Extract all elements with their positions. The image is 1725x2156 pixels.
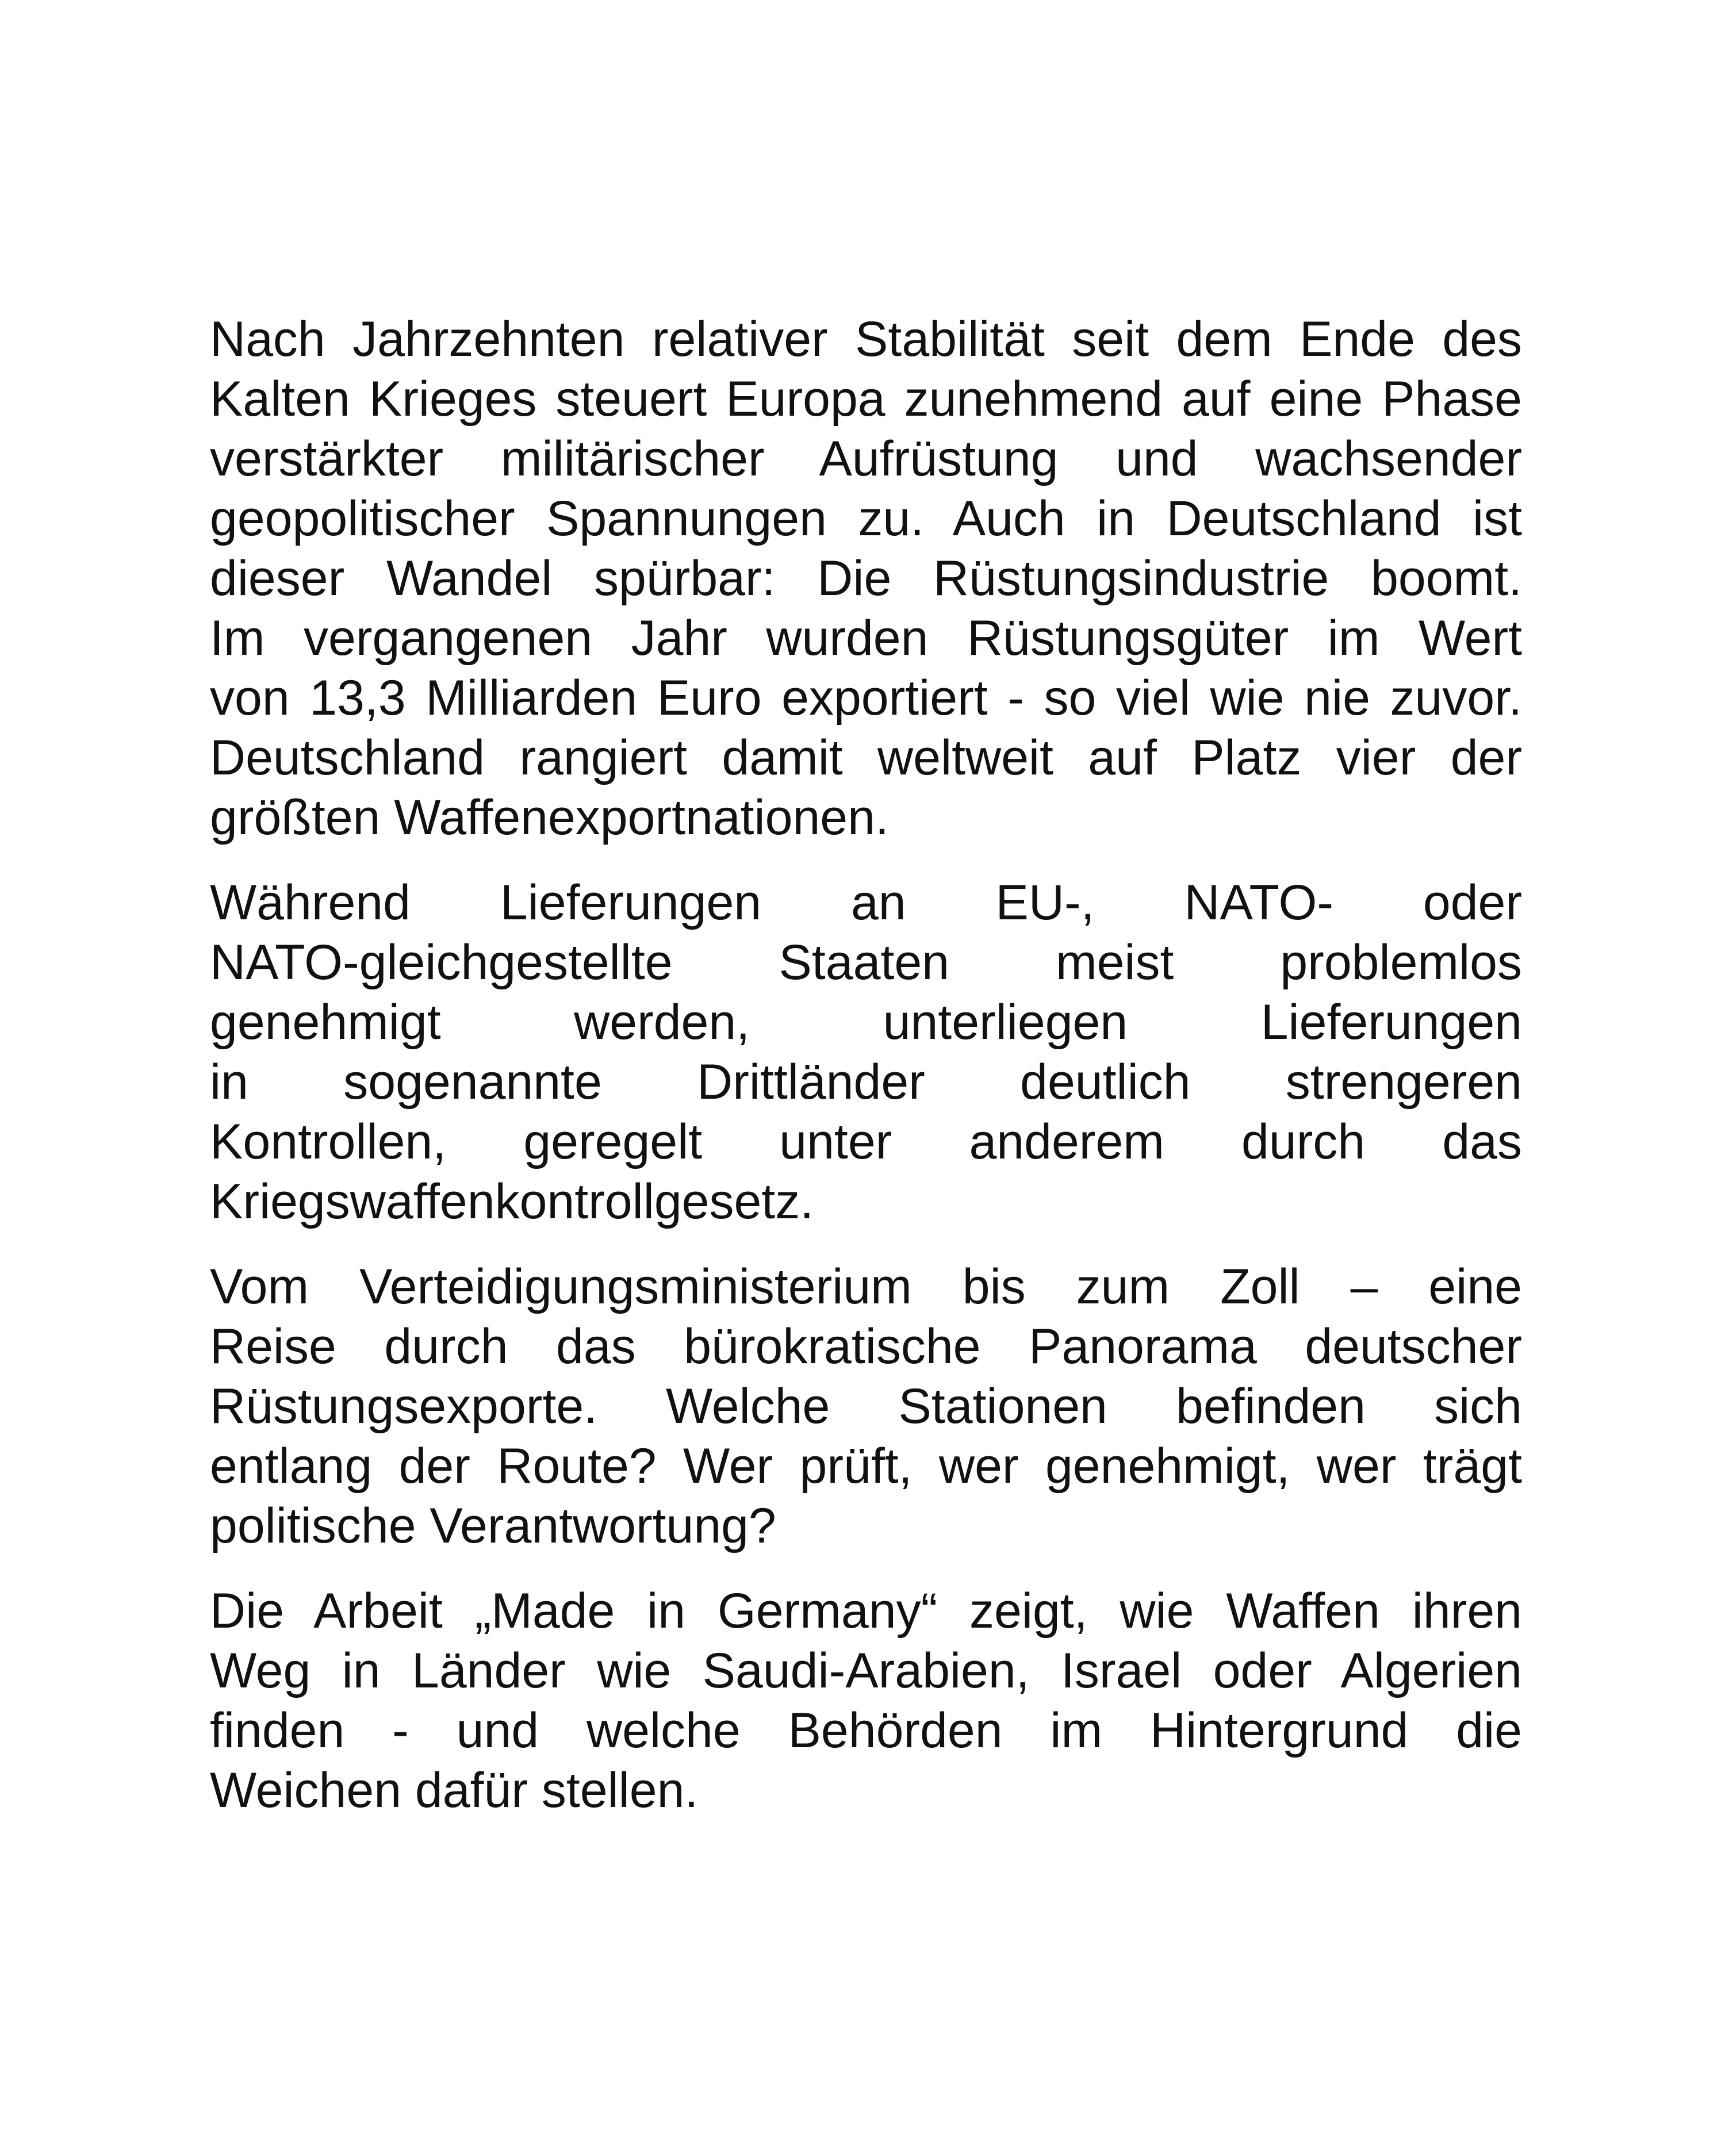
text-line: Während Lieferungen an EU-, NATO- oder <box>210 875 1522 930</box>
text-line: Deutschland rangiert damit weltweit auf Platz vier der <box>210 730 1522 785</box>
text-line: Kalten Krieges steuert Europa zunehmend auf eine Phase <box>210 371 1522 427</box>
text-line: Weg in Länder wie Saudi-Arabien, Israel oder Algerien <box>210 1643 1522 1698</box>
text-line: Im vergangenen Jahr wurden Rüstungsgüter im Wert <box>210 611 1522 666</box>
text-line: geopolitischer Spannungen zu. Auch in Deutschland ist <box>210 491 1522 546</box>
text-line: Rüstungsexporte. Welche Stationen befinden sich <box>210 1379 1522 1434</box>
text-line: finden - und welche Behörden im Hintergrund die <box>210 1703 1522 1758</box>
text-line: Kontrollen, geregelt unter anderem durch das <box>210 1114 1522 1169</box>
text-line: größten Waffenexportnationen. <box>210 790 889 845</box>
text-line: genehmigt werden, unterliegen Lieferungen <box>210 995 1522 1050</box>
text-line: NATO-gleichgestellte Staaten meist problemlos <box>210 935 1522 990</box>
text-line: politische Verantwortung? <box>210 1498 776 1553</box>
article-text <box>210 309 1522 1820</box>
text-line: Vom Verteidigungsministerium bis zum Zoll – eine <box>210 1259 1522 1314</box>
text-line: Die Arbeit „Made in Germany“ zeigt, wie Waffen ihren <box>210 1583 1522 1639</box>
text-line: Nach Jahrzehnten relativer Stabilität seit dem Ende des <box>210 312 1522 367</box>
text-line: Weichen dafür stellen. <box>210 1763 699 1818</box>
text-line: dieser Wandel spürbar: Die Rüstungsindustrie boomt. <box>210 551 1522 606</box>
paragraph-3 <box>210 1257 1522 1556</box>
text-line: in sogenannte Drittländer deutlich strengeren <box>210 1054 1522 1110</box>
text-line: verstärkter militärischer Aufrüstung und wachsender <box>210 431 1522 486</box>
text-line: Reise durch das bürokratische Panorama deutscher <box>210 1319 1522 1374</box>
paragraph-2 <box>210 873 1522 1232</box>
text-line: entlang der Route? Wer prüft, wer genehmigt, wer trägt <box>210 1438 1522 1494</box>
text-line: von 13,3 Milliarden Euro exportiert - so viel wie nie zuvor. <box>210 670 1522 726</box>
text-line: Kriegswaffenkontrollgesetz. <box>210 1174 814 1229</box>
paragraph-4 <box>210 1581 1522 1820</box>
paragraph-1 <box>210 309 1522 847</box>
